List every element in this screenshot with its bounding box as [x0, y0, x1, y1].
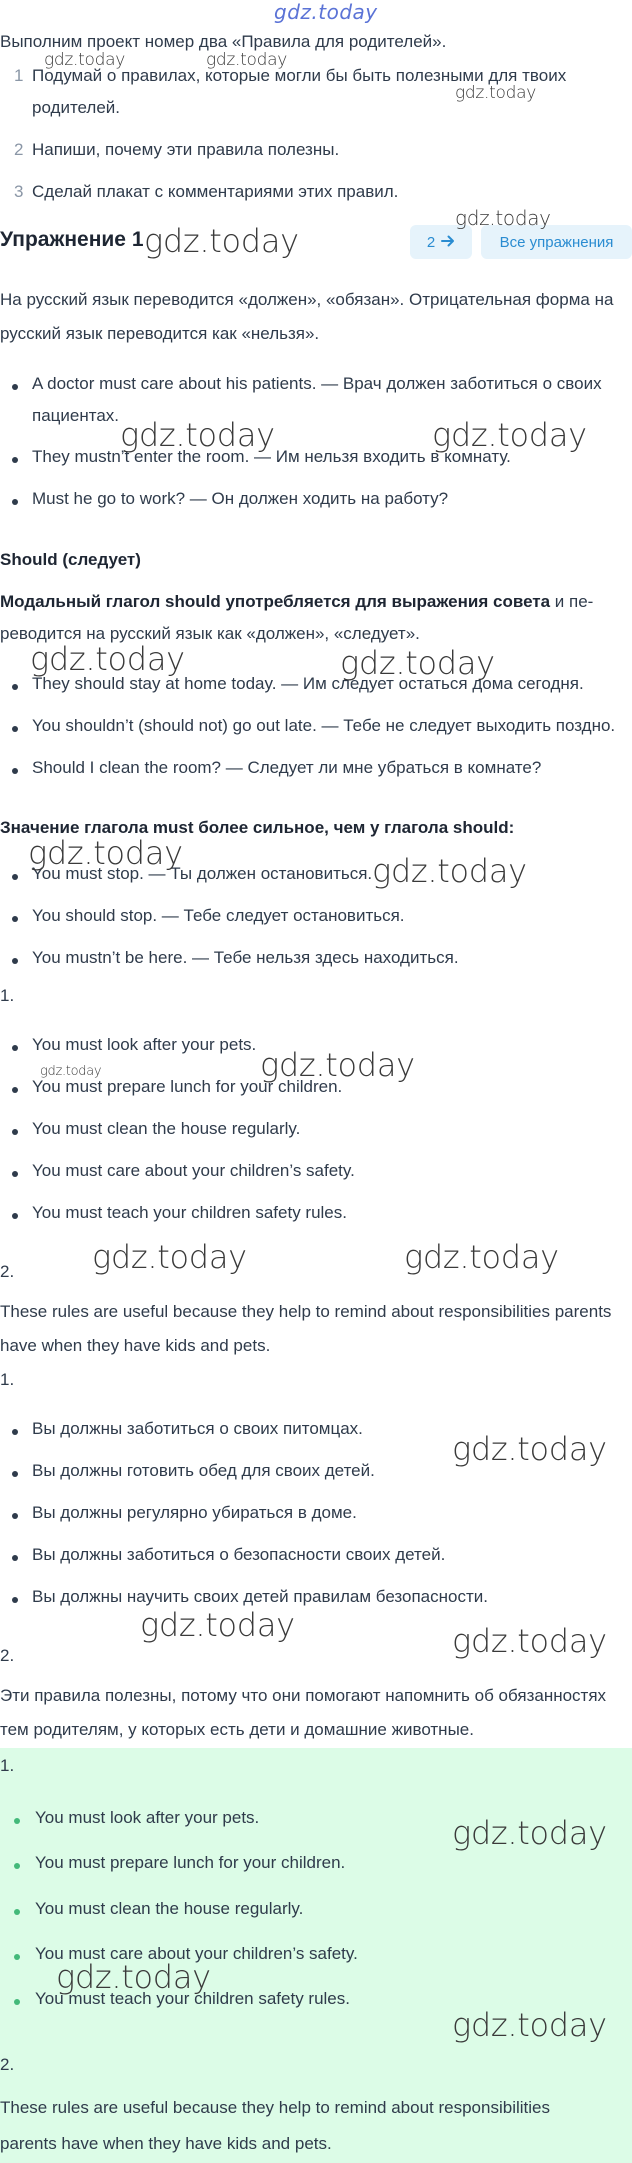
list-item: They mustn’t enter the room. — Им нельзя входить в комнату. [32, 447, 511, 466]
list-item: Вы должны заботиться о безопасности своих детей. [32, 1545, 446, 1564]
watermark: gdz.today [206, 50, 287, 70]
must-paragraph-line: На русский язык переводится «должен», «обязан». Отрицательная форма на [0, 290, 614, 309]
answer-label: 1. [0, 1756, 15, 1775]
site-logo[interactable]: gdz.today [274, 0, 378, 24]
answer-label: 2. [0, 1646, 15, 1665]
watermark: gdz.today [56, 1958, 211, 1996]
list-item: You should stop. — Тебе следует остановиться. [32, 906, 405, 925]
watermark: gdz.today [120, 416, 275, 454]
list-item: You must care about your children’s safety. [32, 1161, 355, 1180]
list-item: You must care about your children’s safety. [35, 1944, 358, 1963]
list-item: Вы должны заботиться о своих питомцах. [32, 1419, 363, 1438]
list-item: You shouldn’t (should not) go out late. — Тебе не следует выходить поздно. [32, 716, 616, 735]
bullet-icon [12, 1171, 18, 1177]
should-paragraph-rest: и пе- [550, 592, 594, 611]
watermark: gdz.today [140, 1606, 295, 1644]
task-step [14, 66, 566, 86]
bullet-icon [12, 1429, 18, 1435]
answer-label: 2. [0, 1262, 15, 1281]
answer-label: 1. [0, 986, 15, 1005]
watermark: gdz.today [340, 644, 495, 682]
arrow-right-icon [441, 234, 455, 251]
task-step [14, 182, 398, 202]
list-item: You must prepare lunch for your children. [32, 1077, 343, 1096]
answer-reason-line: have when they have kids and pets. [0, 1336, 271, 1355]
list-item-cont: пациентах. [32, 406, 120, 425]
watermark: gdz.today [455, 206, 551, 230]
watermark: gdz.today [30, 640, 185, 678]
should-paragraph-line [0, 592, 593, 612]
watermark: gdz.today [260, 1046, 415, 1084]
list-item: You must prepare lunch for your children. [35, 1853, 346, 1872]
watermark: gdz.today [404, 1238, 559, 1276]
answer-reason-line: тем родителям, у которых есть дети и домашние животные. [0, 1720, 474, 1739]
list-item: You must clean the house regularly. [35, 1899, 304, 1918]
bullet-icon [12, 1555, 18, 1561]
exercise-title: Упражнение 1 [0, 228, 144, 251]
watermark: gdz.today [452, 1430, 607, 1468]
answer-reason-line: These rules are useful because they help to remind about responsibilities parents [0, 1302, 612, 1321]
bullet-icon [12, 1129, 18, 1135]
answer-label: 2. [0, 2055, 15, 2074]
bullet-icon [12, 768, 18, 774]
list-item: Must he go to work? — Он должен ходить на работу? [32, 489, 449, 508]
answer-reason-line: parents have when they have kids and pets. [0, 2134, 332, 2153]
step-number: 1 [14, 66, 24, 85]
list-item: You must teach your children safety rules. [32, 1203, 347, 1222]
bullet-icon [14, 1954, 20, 1960]
watermark: gdz.today [372, 852, 527, 890]
step-text-cont: родителей. [32, 98, 121, 117]
step-number: 2 [14, 140, 24, 159]
bullet-icon [12, 684, 18, 690]
step-number: 3 [14, 182, 24, 201]
watermark: gdz.today [452, 2006, 607, 2044]
list-item: You must clean the house regularly. [32, 1119, 301, 1138]
task-intro: Выполним проект номер два «Правила для родителей». [0, 32, 447, 51]
all-exercises-button[interactable]: Все упражнения [481, 225, 632, 259]
step-text: Подумай о правилах, которые могли бы быть полезными для твоих [32, 66, 567, 85]
list-item: You must look after your pets. [35, 1808, 260, 1827]
watermark: gdz.today [452, 1622, 607, 1660]
bullet-icon [14, 1818, 20, 1824]
should-paragraph-bold: Модальный глагол should употребляется для выражения совета [0, 592, 551, 611]
bullet-icon [12, 457, 18, 463]
bullet-icon [12, 1597, 18, 1603]
list-item: Вы должны научить своих детей правилам безопасности. [32, 1587, 488, 1606]
next-exercise-button[interactable] [410, 225, 472, 259]
next-exercise-label: 2 [426, 233, 436, 251]
compare-title: Значение глагола must более сильное, чем у глагола should: [0, 818, 515, 837]
bullet-icon [12, 916, 18, 922]
bullet-icon [14, 1909, 20, 1915]
answer-label: 1. [0, 1370, 15, 1389]
watermark: gdz.today [44, 50, 125, 70]
watermark: gdz.today [432, 416, 587, 454]
watermark: gdz.today [40, 1064, 102, 1079]
bullet-icon [12, 1087, 18, 1093]
list-item: They should stay at home today. — Им следует остаться дома сегодня. [32, 674, 584, 693]
bullet-icon [12, 1213, 18, 1219]
list-item: You mustn’t be here. — Тебе нельзя здесь находиться. [32, 948, 459, 967]
bullet-icon [12, 1045, 18, 1051]
step-text: Напиши, почему эти правила полезны. [32, 140, 340, 159]
bullet-icon [14, 1863, 20, 1869]
watermark: gdz.today [144, 222, 299, 260]
bullet-icon [12, 384, 18, 390]
watermark: gdz.today [455, 83, 536, 103]
list-item: You must stop. — Ты должен остановиться. [32, 864, 373, 883]
step-text: Сделай плакат с комментариями этих правил. [32, 182, 399, 201]
should-title: Should (следует) [0, 550, 141, 569]
bullet-icon [14, 1999, 20, 2005]
watermark: gdz.today [28, 834, 183, 872]
answer-reason-line: These rules are useful because they help to remind about responsibilities [0, 2098, 550, 2117]
answer-reason-line: Эти правила полезны, потому что они помогают напомнить об обязанностях [0, 1686, 607, 1705]
list-item: You must teach your children safety rules. [35, 1989, 350, 2008]
task-step [14, 140, 339, 160]
bullet-icon [12, 958, 18, 964]
list-item: Вы должны готовить обед для своих детей. [32, 1461, 375, 1480]
bullet-icon [12, 1471, 18, 1477]
watermark: gdz.today [92, 1238, 247, 1276]
bullet-icon [12, 874, 18, 880]
bullet-icon [12, 499, 18, 505]
bullet-icon [12, 1513, 18, 1519]
list-item: Should I clean the room? — Следует ли мне убраться в комнате? [32, 758, 542, 777]
must-paragraph-line: русский язык переводится как «нельзя». [0, 324, 320, 343]
list-item: You must look after your pets. [32, 1035, 257, 1054]
bullet-icon [12, 726, 18, 732]
list-item: A doctor must care about his patients. — Врач должен заботиться о своих [32, 374, 602, 393]
watermark: gdz.today [452, 1814, 607, 1852]
should-paragraph-line: реводится на русский язык как «должен», «следует». [0, 624, 420, 643]
list-item: Вы должны регулярно убираться в доме. [32, 1503, 357, 1522]
